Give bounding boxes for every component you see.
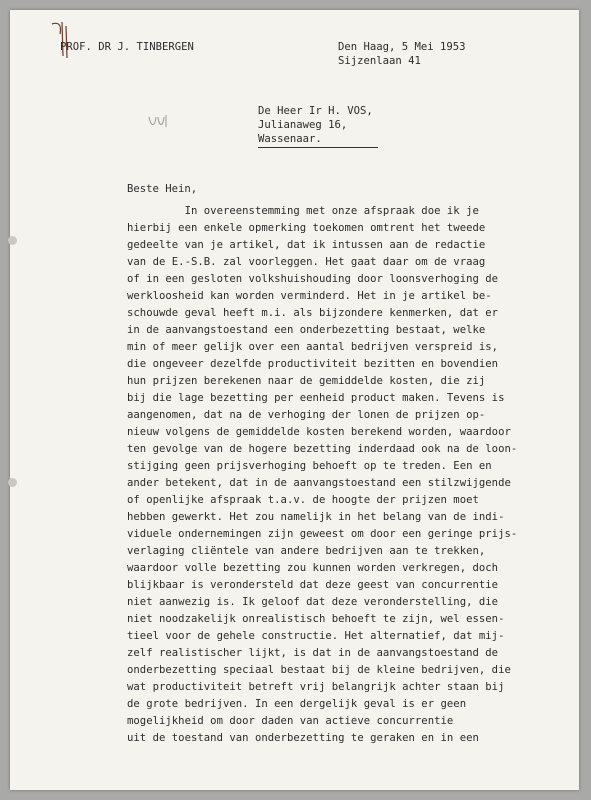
body-line: hebben gewerkt. Het zou namelijk in het belang van de indi- [127,511,505,523]
body-line: waardoor volle bezetting zou kunnen worden verkregen, doch [127,562,499,574]
body-line: verlaging cliëntele van andere bedrijven aan te trekken, [127,545,486,557]
body-line: onderbezetting speciaal bestaat bij de kleine bedrijven, die [127,664,511,676]
recipient-line-2: Julianaweg 16, [258,119,348,131]
pencil-mark [147,113,169,129]
salutation: Beste Hein, [127,183,198,195]
body-line: stijging geen prijsverhoging behoeft op te treden. Een en [127,460,492,472]
body-line: of openlijke afspraak t.a.v. de hoogte der prijzen moet [127,494,479,506]
body-line: hierbij een enkele opmerking toekomen omtrent het tweede [127,222,486,234]
punch-hole-top [8,236,17,245]
body-line: tieel voor de gehele constructie. Het alternatief, dat mij- [127,630,505,642]
body-line: in de aanvangstoestand een onderbezetting bestaat, welke [127,324,486,336]
body-line: In overeenstemming met onze afspraak doe ik je [127,205,479,217]
body-line: uit de toestand van onderbezetting te geraken en in een [127,732,479,744]
body-line: die ongeveer dezelfde productiviteit bezitten en bovendien [127,358,499,370]
body-line: gedeelte van je artikel, dat ik intussen aan de redactie [127,239,486,251]
address-underline [258,147,378,148]
body-line: werkloosheid kan worden verminderd. Het in je artikel be- [127,290,492,302]
body-line: niet aanwezig is. Ik geloof dat deze veronderstelling, die [127,596,499,608]
body-line: ander betekent, dat in de aanvangstoestand een stilzwijgende [127,477,511,489]
body-line: viduele ondernemingen zijn geweest om door een geringe prijs- [127,528,518,540]
body-line: blijkbaar is verondersteld dat deze geest van concurrentie [127,579,499,591]
body-line: ten gevolge van de hogere bezetting inderdaad ook na de loon- [127,443,518,455]
body-line: min of meer gelijk over een aantal bedrijven verspreid is, [127,341,499,353]
sender-street: Sijzenlaan 41 [338,55,421,67]
sender-name: PROF. DR J. TINBERGEN [60,41,194,53]
body-line: de grote bedrijven. In een dergelijk geval is er geen [127,698,467,710]
body-line: wat productiviteit betreft vrij belangrijk achter staan bij [127,681,505,693]
body-line: van de E.-S.B. zal voorleggen. Het gaat daar om de vraag [127,256,486,268]
body-line: nieuw volgens de gemiddelde kosten berekend worden, waardoor [127,426,511,438]
body-line: niet noodzakelijk onrealistisch behoeft te zijn, wel essen- [127,613,505,625]
place-date: Den Haag, 5 Mei 1953 [338,41,466,53]
punch-hole-bottom [8,478,17,487]
handwritten-mark [48,20,70,60]
body-line: schouwde geval heeft m.i. als bijzondere kenmerken, dat er [127,307,499,319]
recipient-line-3: Wassenaar. [258,133,322,145]
body-line: mogelijkheid om door daden van actieve concurrentie [127,715,454,727]
recipient-line-1: De Heer Ir H. VOS, [258,105,373,117]
body-line: aangenomen, dat na de verhoging der lonen de prijzen op- [127,409,486,421]
body-line: bij die lage bezetting per eenheid product maken. Tevens is [127,392,505,404]
body-line: hun prijzen berekenen naar de gemiddelde kosten, die zij [127,375,486,387]
body-line: of in een gesloten volkshuishouding door loonsverhoging de [127,273,499,285]
body-line: zelf realistischer lijkt, is dat in de aanvangstoestand de [127,647,499,659]
